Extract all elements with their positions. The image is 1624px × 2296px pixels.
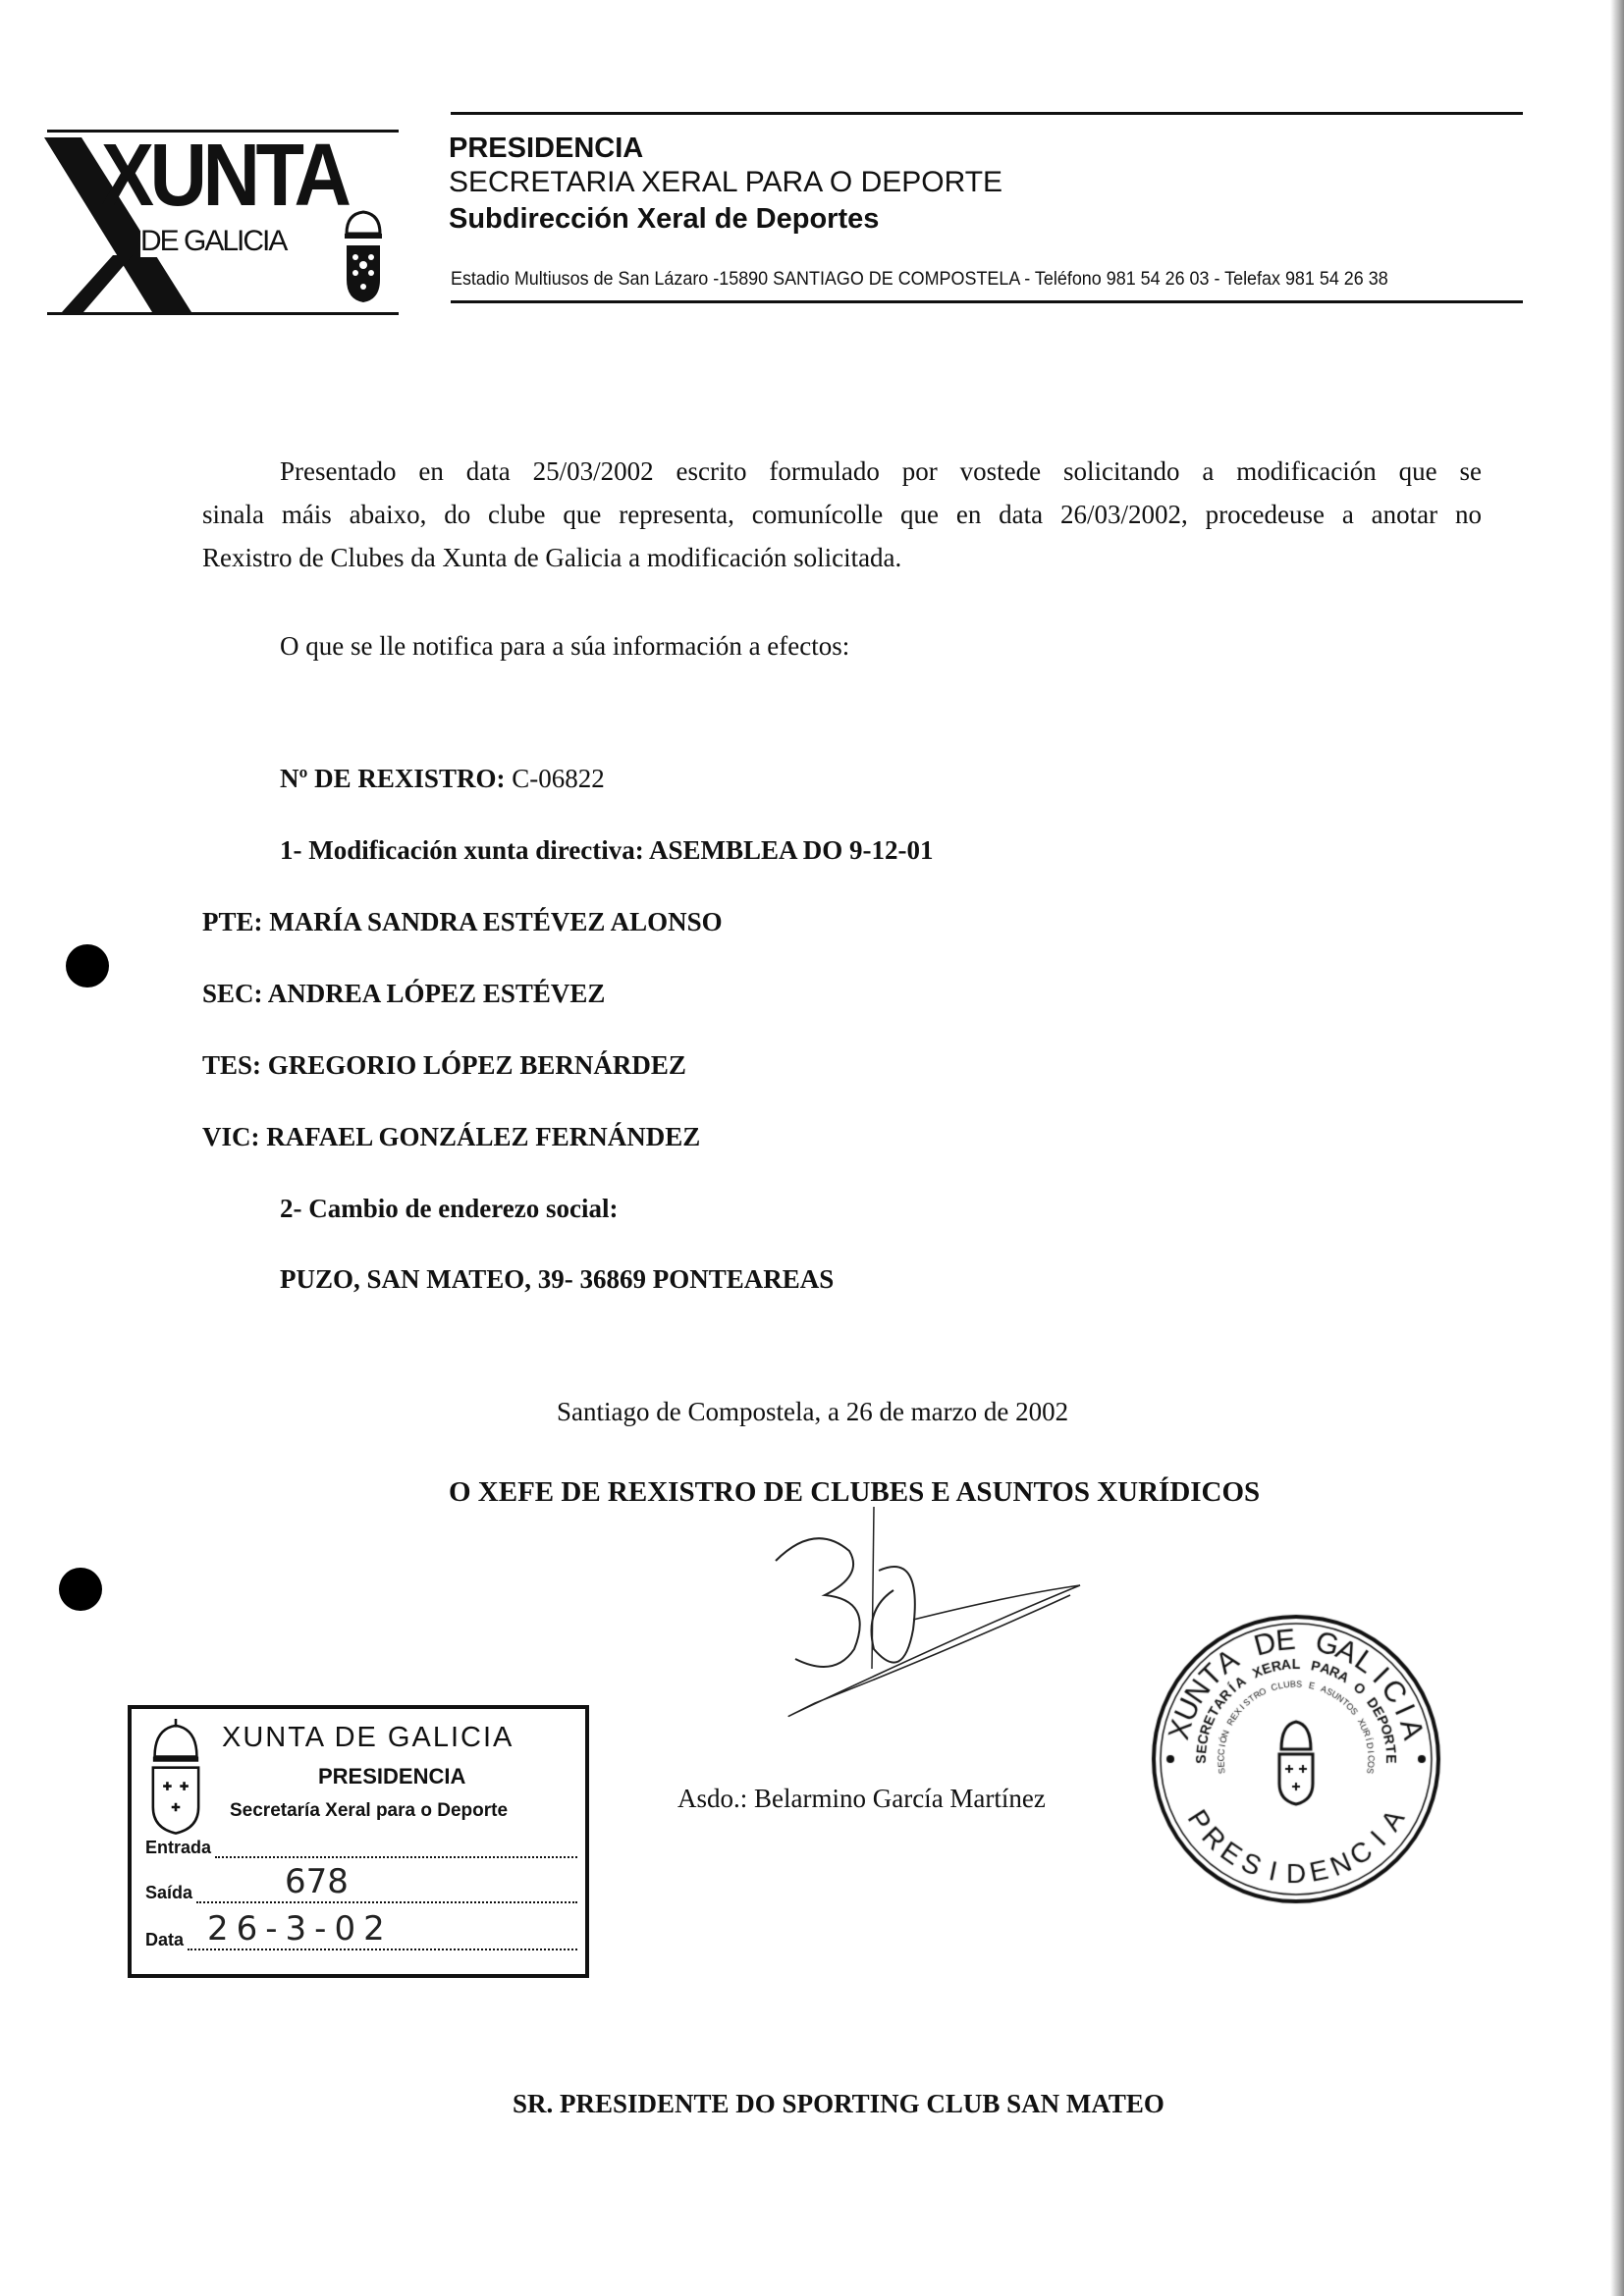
scan-edge-shadow	[1610, 0, 1624, 2296]
item-2-value: PUZO, SAN MATEO, 39- 36869 PONTEAREAS	[280, 1264, 835, 1294]
board-member-vic	[202, 1115, 700, 1158]
stamp-title: XUNTA DE GALICIA	[222, 1722, 514, 1753]
header-address: Estadio Multiusos de San Lázaro -15890 SANTIAGO DE COMPOSTELA - Teléfono 981 54 26 03 - Telefax 981 54 26 38	[451, 268, 1388, 290]
header-department: PRESIDENCIA	[449, 133, 644, 164]
punch-hole	[59, 1568, 102, 1611]
item-2-label: 2- Cambio de enderezo social:	[280, 1194, 619, 1223]
name: MARÍA SANDRA ESTÉVEZ ALONSO	[269, 907, 723, 936]
saida-label: Saída	[145, 1883, 193, 1902]
name: RAFAEL GONZÁLEZ FERNÁNDEZ	[266, 1122, 701, 1151]
paragraph-line: sinala máis abaixo, do clube que representa, comunícolle que en data 26/03/2002, procedeuse a anotar no	[202, 500, 1482, 529]
board-member-sec	[202, 972, 605, 1015]
seal-image	[1149, 1612, 1443, 1906]
handwritten-date: 26-3-02	[188, 1909, 577, 1950]
data-label: Data	[145, 1930, 185, 1949]
header-subdirection: Subdirección Xeral de Deportes	[449, 203, 880, 235]
item-1-value: ASEMBLEA DO 9-12-01	[648, 835, 934, 865]
entry-register-stamp	[128, 1705, 589, 1978]
registry-number	[280, 757, 605, 800]
header-top-rule	[451, 112, 1523, 115]
stamp-saida-row	[145, 1862, 577, 1903]
registry-label: Nº DE REXISTRO:	[280, 764, 506, 793]
stamp-entrada-row	[145, 1837, 577, 1858]
registry-value: C-06822	[512, 764, 605, 793]
signatory-title: O XEFE DE REXISTRO DE CLUBES E ASUNTOS XURÍDICOS	[449, 1476, 1261, 1508]
paragraph-line: Rexistro de Clubes da Xunta de Galicia a modificación solicitada.	[202, 543, 902, 572]
coat-of-arms-icon	[141, 1719, 210, 1837]
item-1-label: 1- Modificación xunta directiva:	[280, 835, 644, 865]
galicia-coat-of-arms-icon	[339, 206, 388, 304]
xunta-logo	[44, 128, 403, 314]
logo-galicia-text: DE GALICIA	[140, 225, 287, 257]
entrada-label: Entrada	[145, 1838, 212, 1857]
notification-paragraph: O que se lle notifica para a súa información a efectos:	[280, 631, 850, 661]
signed-by: Asdo.: Belarmino García Martínez	[677, 1784, 1046, 1813]
item-1	[280, 828, 934, 872]
presidencia-round-seal	[1149, 1612, 1443, 1906]
stamp-secretariat: Secretaría Xeral para o Deporte	[230, 1800, 509, 1821]
role: PTE:	[202, 907, 263, 936]
place-date: Santiago de Compostela, a 26 de marzo de 2002	[557, 1397, 1069, 1426]
board-member-pte	[202, 900, 723, 943]
header-bottom-rule	[451, 300, 1523, 303]
header-secretariat: SECRETARIA XERAL PARA O DEPORTE	[449, 166, 1003, 198]
logo-xunta-text: XUNTA	[101, 127, 348, 225]
name: ANDREA LÓPEZ ESTÉVEZ	[267, 979, 606, 1008]
role: VIC:	[202, 1122, 260, 1151]
role: SEC:	[202, 979, 263, 1008]
role: TES:	[202, 1050, 262, 1080]
board-member-tes	[202, 1043, 686, 1087]
entrada-field	[215, 1856, 577, 1858]
paragraph-line: Presentado en data 25/03/2002 escrito formulado por vostede solicitando a modificación que se	[280, 456, 1482, 486]
handwritten-signature	[756, 1502, 1090, 1737]
handwritten-number: 678	[196, 1862, 577, 1903]
stamp-data-row	[145, 1909, 577, 1950]
name: GREGORIO LÓPEZ BERNÁRDEZ	[267, 1050, 686, 1080]
recipient: SR. PRESIDENTE DO SPORTING CLUB SAN MATEO	[513, 2089, 1164, 2118]
punch-hole	[66, 944, 109, 988]
stamp-dept: PRESIDENCIA	[318, 1764, 466, 1789]
